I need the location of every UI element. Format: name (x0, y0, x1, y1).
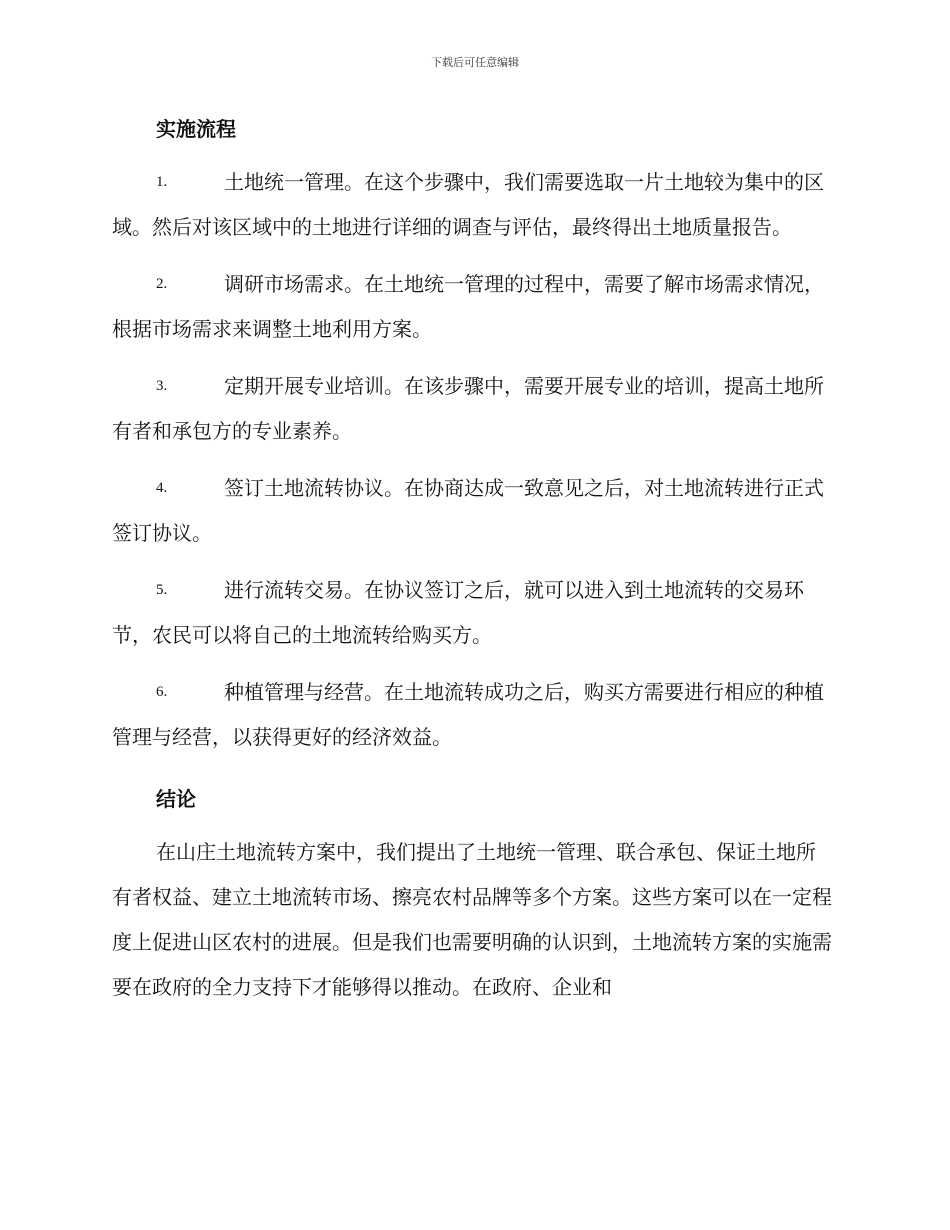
section-heading-conclusion: 结论 (156, 787, 196, 811)
page-header-note: 下载后可任意编辑 (431, 56, 519, 69)
list-item (112, 466, 834, 556)
list-item (112, 160, 834, 250)
list-item-text: 种植管理与经营。在土地流转成功之后，购买方需要进行相应的种植管理与经营，以获得更好的经济效益。 (112, 680, 824, 749)
list-item-number: 2. (156, 276, 168, 292)
list-item-number: 4. (156, 480, 168, 496)
list-item (112, 568, 834, 658)
list-item-text: 调研市场需求。在土地统一管理的过程中，需要了解市场需求情况，根据市场需求来调整土地利用方案。 (112, 272, 824, 341)
list-item-text: 定期开展专业培训。在该步骤中，需要开展专业的培训，提高土地所有者和承包方的专业素养。 (112, 374, 824, 443)
list-item-text: 签订土地流转协议。在协商达成一致意见之后，对土地流转进行正式签订协议。 (112, 476, 824, 545)
list-item (112, 364, 834, 454)
section-heading-implementation: 实施流程 (156, 117, 236, 141)
conclusion-paragraph: 在山庄土地流转方案中，我们提出了土地统一管理、联合承包、保证土地所有者权益、建立土地流转市场、擦亮农村品牌等多个方案。这些方案可以在一定程度上促进山区农村的进展。但是我们也需要明确的认识到，土地流转方案的实施需要在政府的全力支持下才能够得以推动。在政府、企业和 (112, 840, 832, 999)
list-item-number: 3. (156, 378, 168, 394)
list-item-text: 土地统一管理。在这个步骤中，我们需要选取一片土地较为集中的区域。然后对该区域中的土地进行详细的调查与评估，最终得出土地质量报告。 (112, 170, 824, 239)
list-item-number: 1. (156, 174, 168, 190)
document-body (112, 110, 834, 1010)
list-item-number: 5. (156, 582, 168, 598)
list-item (112, 670, 834, 760)
list-item-number: 6. (156, 684, 168, 700)
list-item (112, 262, 834, 352)
list-item-text: 进行流转交易。在协议签订之后，就可以进入到土地流转的交易环节，农民可以将自己的土地流转给购买方。 (112, 578, 804, 647)
